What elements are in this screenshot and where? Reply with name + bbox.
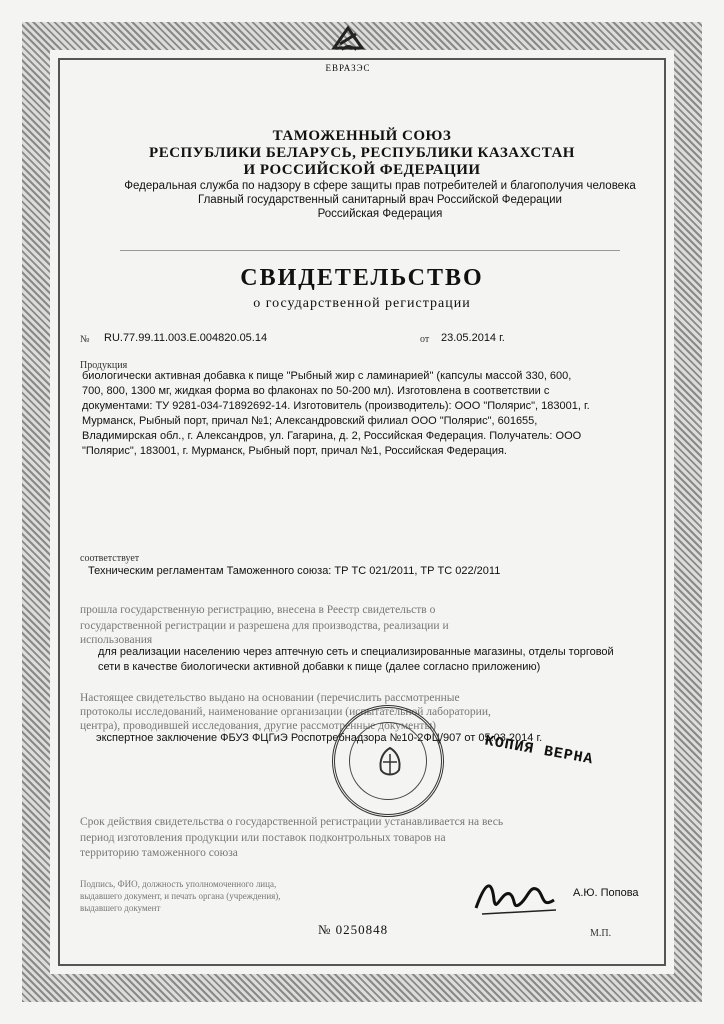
agency-line-1: Федеральная служба по надзору в сфере защиты прав потребителей и благополучия человека — [124, 180, 636, 192]
product-line: Мурманск, Рыбный порт, причал №1; Александровский филиал ООО "Полярис", 601655, — [82, 415, 538, 427]
product-line: Владимирская обл., г. Александров, ул. Гагарина, д. 2, Российская Федерация. Получатель: ООО — [82, 430, 582, 442]
header-divider — [120, 250, 620, 251]
validity-line-2: период изготовления продукции или поставок подконтрольных товаров на — [80, 832, 446, 844]
basis-faint-1: Настоящее свидетельство выдано на основании (перечислить рассмотренные — [80, 692, 460, 704]
product-line: "Полярис", 183001, г. Мурманск, Рыбный порт, причал №1, Российская Федерация. — [82, 445, 507, 457]
product-line: биологически активная добавка к пище "Рыбный жир с ламинарией" (капсулы массой 330, 600, — [82, 370, 572, 382]
registration-faint-2: государственной регистрации и разрешена для производства, реализации и — [80, 620, 449, 632]
union-line-3: И РОССИЙСКОЙ ФЕДЕРАЦИИ — [243, 162, 481, 178]
signatory-name: А.Ю. Попова — [573, 887, 639, 899]
double-headed-eagle-icon — [373, 744, 407, 782]
reg-number: RU.77.99.11.003.Е.004820.05.14 — [104, 332, 268, 344]
official-seal — [332, 705, 444, 817]
union-line-1: ТАМОЖЕННЫЙ СОЮЗ — [272, 128, 452, 144]
product-line: документами: ТУ 9281-034-71892692-14. Изготовитель (производитель): ООО "Полярис", 183001, г. — [82, 400, 590, 412]
signature-faint-3: выдавшего документ — [80, 903, 161, 913]
registration-text-2: сети в качестве биологически активной добавки к пище (далее согласно приложению) — [98, 661, 541, 673]
reg-date-label: от — [420, 334, 430, 345]
document-title: СВИДЕТЕЛЬСТВО — [240, 265, 484, 291]
product-label: Продукция — [80, 360, 128, 371]
signature-faint-2: выдавшего документ, и печать органа (учреждения), — [80, 891, 281, 901]
agency-line-2: Главный государственный санитарный врач Российской Федерации — [198, 194, 562, 206]
basis-text: экспертное заключение ФБУЗ ФЦГиЭ Роспотребнадзора №10-2ФЦ/907 от 05.03.2014 г. — [96, 732, 543, 744]
signature-faint-1: Подпись, ФИО, должность уполномоченного лица, — [80, 879, 277, 889]
seal-place-mark: М.П. — [590, 928, 612, 939]
validity-line-3: территорию таможенного союза — [80, 847, 238, 859]
eurasec-logo — [318, 22, 378, 78]
eurasec-emblem-icon — [330, 22, 366, 58]
registration-faint-3: использования — [80, 634, 153, 646]
product-description — [82, 369, 630, 459]
handwritten-signature — [472, 870, 562, 920]
validity-line-1: Срок действия свидетельства о государственной регистрации устанавливается на весь — [80, 816, 504, 828]
registration-faint-1: прошла государственную регистрацию, внесена в Реестр свидетельств о — [80, 604, 436, 616]
compliance-text: Техническим регламентам Таможенного союза: ТР ТС 021/2011, ТР ТС 022/2011 — [88, 565, 501, 577]
reg-date: 23.05.2014 г. — [441, 332, 505, 344]
document-subtitle: о государственной регистрации — [253, 296, 471, 311]
basis-faint-3: центра), проводившей исследования, другие рассмотренные документы) — [80, 720, 437, 732]
product-line: 700, 800, 1300 мг, жидкая форма во флаконах по 50-200 мл). Изготовлена в соответствии с — [82, 385, 550, 397]
copy-certified-stamp: КОПИЯ ВЕРНА — [483, 732, 595, 769]
registration-text-1: для реализации населению через аптечную сеть и специализированные магазины, отделы торговой — [98, 646, 614, 658]
agency-line-3: Российская Федерация — [317, 208, 443, 220]
form-number: № 0250848 — [318, 922, 389, 937]
union-line-2: РЕСПУБЛИКИ БЕЛАРУСЬ, РЕСПУБЛИКИ КАЗАХСТАН — [149, 145, 575, 161]
logo-caption: ЕВРАЗЭС — [325, 63, 371, 73]
compliance-label: соответствует — [80, 553, 140, 564]
basis-faint-2: протоколы исследований, наименование организации (испытательной лаборатории, — [80, 706, 491, 718]
reg-number-label: № — [80, 334, 90, 345]
